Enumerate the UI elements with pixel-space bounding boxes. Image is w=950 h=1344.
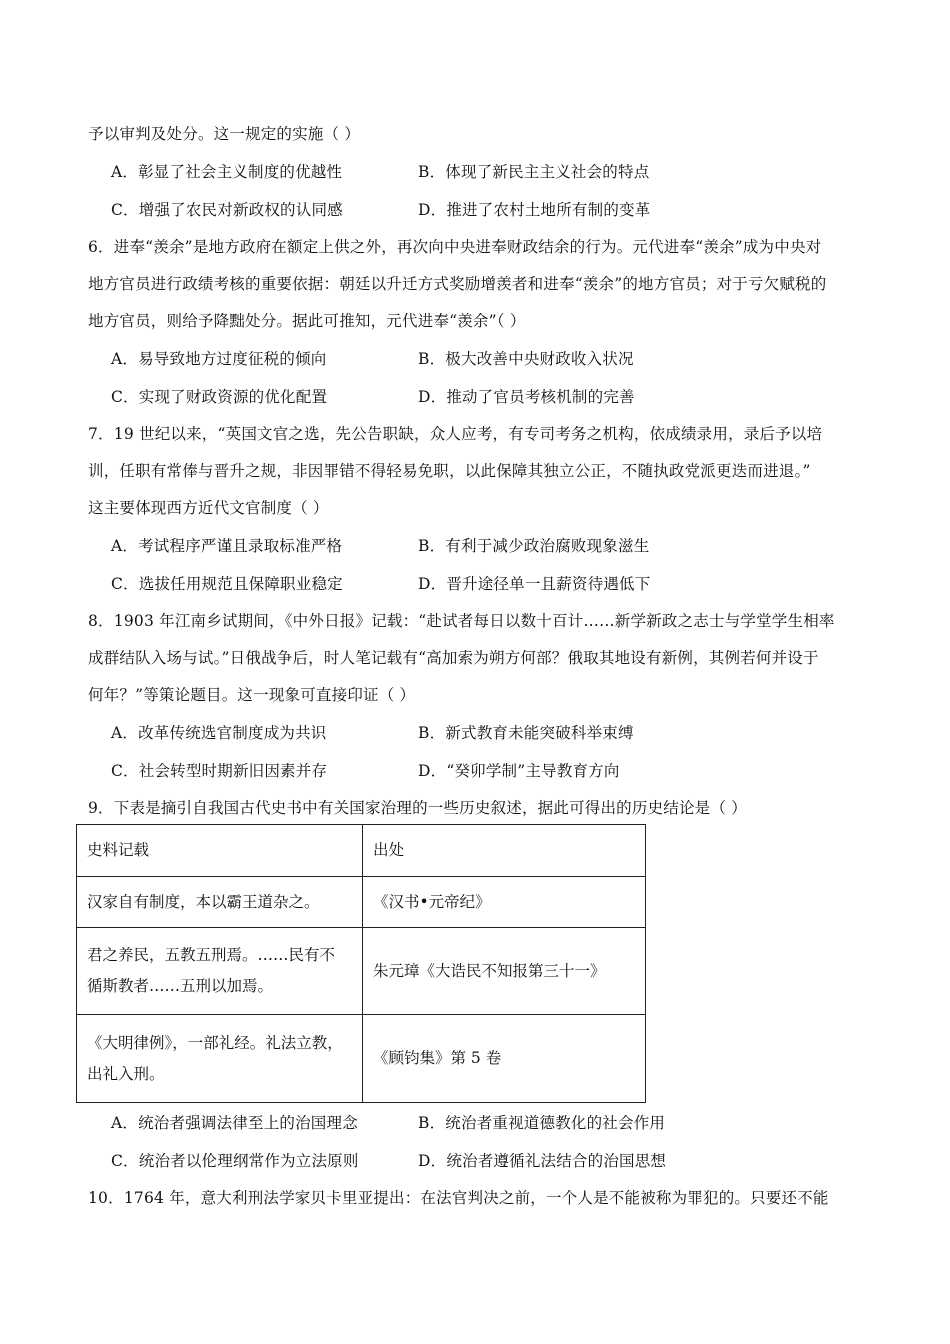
- q6-stem-line-1: 6．进奉“羡余”是地方政府在额定上供之外，再次向中央进奉财政结余的行为。元代进奉“羡余”成为中央对: [88, 238, 822, 256]
- table-row: [77, 928, 646, 1015]
- q5-option-b: B．体现了新民主主义社会的特点: [418, 163, 650, 181]
- q9-option-d: D．统治者遵循礼法结合的治国思想: [418, 1152, 667, 1170]
- q7-option-c: C．选拔任用规范且保障职业稳定: [111, 575, 343, 593]
- q9-option-c: C．统治者以伦理纲常作为立法原则: [111, 1152, 359, 1170]
- q7-option-a: A．考试程序严谨且录取标准严格: [111, 537, 343, 555]
- q6-option-a: A．易导致地方过度征税的倾向: [111, 350, 327, 368]
- record-text-line: 出礼入刑。: [87, 1064, 165, 1083]
- table-cell-source: 朱元璋《大诰民不知报第三十一》: [363, 928, 646, 1015]
- q8-option-a: A．改革传统选官制度成为共识: [111, 724, 327, 742]
- table-row: [77, 877, 646, 928]
- record-text-line: 循斯教者……五刑以加焉。: [87, 977, 274, 995]
- q6-stem-line-2: 地方官员进行政绩考核的重要依据：朝廷以升迁方式奖励增羡者和进奉“羡余”的地方官员；对于亏欠赋税的: [88, 275, 827, 293]
- table-cell-record: [77, 928, 363, 1015]
- table-cell-source: 《汉书•元帝纪》: [363, 877, 646, 928]
- q5-option-c: C．增强了农民对新政权的认同感: [111, 201, 343, 219]
- table-header-record: 史料记载: [77, 825, 363, 877]
- table-cell-record: [77, 877, 363, 928]
- q8-stem-line-2: 成群结队入场与试。”日俄战争后，时人笔记载有“高加索为朔方何部？俄取其地设有新例，其例若何并设于: [88, 649, 819, 667]
- table-header-row: [77, 825, 646, 877]
- q7-option-b: B．有利于减少政治腐败现象滋生: [418, 537, 650, 555]
- q7-option-d: D．晋升途径单一且薪资待遇低下: [418, 575, 651, 593]
- table-row: [77, 1015, 646, 1103]
- q6-option-b: B．极大改善中央财政收入状况: [418, 350, 634, 368]
- table-header-source: 出处: [363, 825, 646, 877]
- question-5-stem-end: 予以审判及处分。这一规定的实施（ ）: [88, 125, 361, 143]
- q10-stem-line-1: 10．1764 年，意大利刑法学家贝卡里亚提出：在法官判决之前，一个人是不能被称为罪犯的。只要还不能: [88, 1189, 829, 1207]
- record-text-line: 汉家自有制度，本以霸王道杂之。: [87, 892, 320, 911]
- q9-option-a: A．统治者强调法律至上的治国理念: [111, 1114, 358, 1132]
- record-text-line: 君之养民，五教五刑焉。……民有不: [87, 946, 336, 964]
- q9-option-b: B．统治者重视道德教化的社会作用: [418, 1114, 666, 1132]
- record-text-line: 《大明律例》，一部礼经。礼法立教，: [87, 1033, 343, 1052]
- table-cell-source: 《顾钧集》第 5 卷: [363, 1015, 646, 1103]
- q6-option-c: C．实现了财政资源的优化配置: [111, 388, 328, 406]
- q7-stem-line-1: 7．19 世纪以来，“英国文官之选，先公告职缺，众人应考，有专司考务之机构，依成绩录用，录后予以培: [88, 425, 823, 443]
- q8-option-c: C．社会转型时期新旧因素并存: [111, 762, 328, 780]
- q7-stem-line-3: 这主要体现西方近代文官制度（ ）: [88, 499, 329, 517]
- q5-option-a: A．彰显了社会主义制度的优越性: [111, 163, 343, 181]
- q9-source-table: [76, 824, 646, 1103]
- q5-option-d: D．推进了农村土地所有制的变革: [418, 201, 651, 219]
- q7-stem-line-2: 训，任职有常俸与晋升之规，非因罪错不得轻易免职，以此保障其独立公正，不随执政党派更迭而进退。”: [88, 462, 811, 480]
- q8-option-d: D．“癸卯学制”主导教育方向: [418, 762, 620, 780]
- q6-option-d: D．推动了官员考核机制的完善: [418, 388, 635, 406]
- table-cell-record: [77, 1015, 363, 1103]
- q9-stem: 9．下表是摘引自我国古代史书中有关国家治理的一些历史叙述，据此可得出的历史结论是（ ）: [88, 799, 747, 817]
- q8-stem-line-3: 何年？”等策论题目。这一现象可直接印证（ ）: [88, 686, 416, 704]
- q6-stem-line-3: 地方官员，则给予降黜处分。据此可推知，元代进奉“羡余”（ ）: [88, 312, 526, 330]
- q8-stem-line-1: 8．1903 年江南乡试期间，《中外日报》记载：“赴试者每日以数十百计……新学新政之志士与学堂学生相率: [88, 612, 835, 630]
- q8-option-b: B．新式教育未能突破科举束缚: [418, 724, 634, 742]
